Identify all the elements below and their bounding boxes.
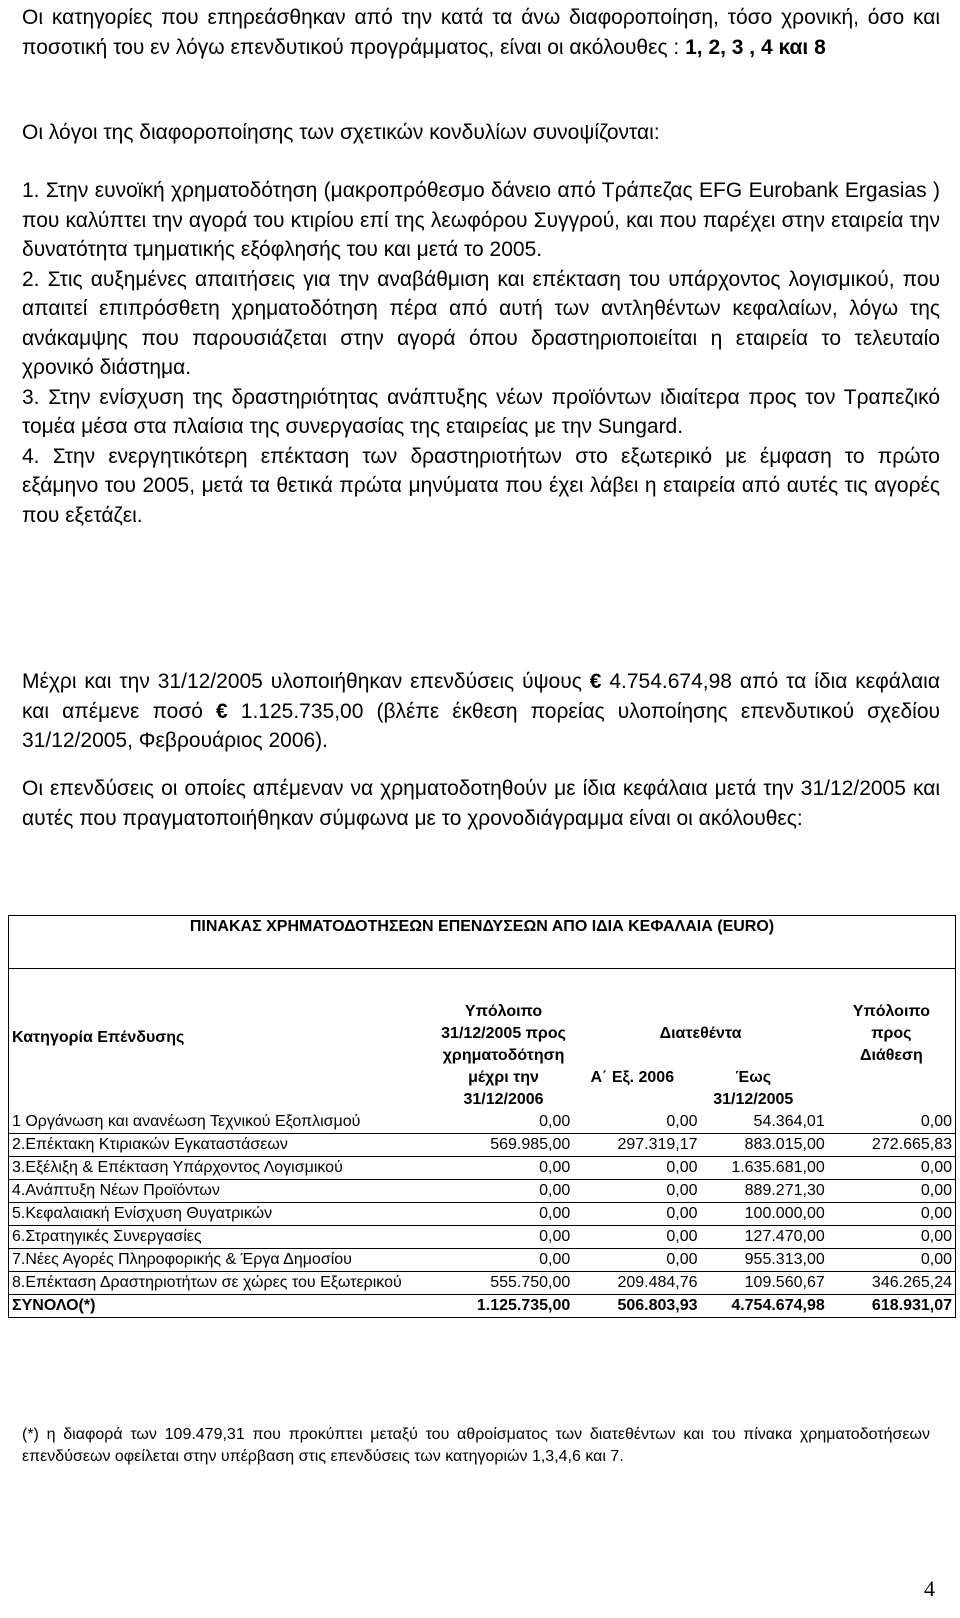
cell-a-ex: 0,00 — [573, 1111, 700, 1134]
cell-remaining: 0,00 — [434, 1249, 574, 1272]
cell-balance: 0,00 — [828, 1249, 956, 1272]
header-line: χρηματοδότηση — [442, 1047, 565, 1064]
cell-total-label: ΣΥΝΟΛΟ(*) — [9, 1295, 434, 1318]
investment-funding-table — [8, 915, 956, 1318]
table-row — [9, 1203, 956, 1226]
paragraph-affected-categories — [22, 3, 940, 62]
list-item: 2. Στις αυξημένες απαιτήσεις για την αναβάθμιση και επέκταση του υπάρχοντος λογισμικού, που απαιτεί επιπρόσθετη χρηματοδότηση πέρα από αυτή των αντληθέντων κεφαλαίων, λόγω της ανάκαμψης που παρουσιάζεται στην αγορά όπου δραστηριοποιείται η εταιρεία το τελευταίο χρονικό διάστημα. — [22, 267, 940, 379]
table-row — [9, 1180, 956, 1203]
cell-until: 100.000,00 — [701, 1203, 828, 1226]
cell-remaining: 569.985,00 — [434, 1134, 574, 1157]
cell-until: 883.015,00 — [701, 1134, 828, 1157]
cell-category: 4.Ανάπτυξη Νέων Προϊόντων — [9, 1180, 434, 1203]
cell-category: 2.Επέκτακη Κτιριακών Εγκαταστάσεων — [9, 1134, 434, 1157]
cell-a-ex: 0,00 — [573, 1180, 700, 1203]
cell-a-ex: 0,00 — [573, 1249, 700, 1272]
cell-until: 109.560,67 — [701, 1272, 828, 1295]
cell-balance: 0,00 — [828, 1226, 956, 1249]
paragraph-investments-realized — [22, 667, 940, 756]
cell-category: 1 Οργάνωση και ανανέωση Τεχνικού Εξοπλισμού — [9, 1111, 434, 1134]
header-line: 31/12/2006 — [463, 1091, 544, 1108]
reasons-list — [22, 176, 940, 530]
table-row — [9, 1226, 956, 1249]
list-item: 1. Στην ευνοϊκή χρηματοδότηση (μακροπρόθεσμο δάνειο από Τράπεζας EFG Eurobank Ergasias ) που καλύπτει την αγορά του κτιρίου επί της λεωφόρου Συγγρού, και που παρέχει στην εταιρεία την δυνατότητα τμηματικής εξόφλησής του και μετά το 2005. — [22, 179, 940, 261]
header-balance — [828, 1001, 956, 1111]
cell-a-ex: 297.319,17 — [573, 1134, 700, 1157]
header-line: 31/12/2005 — [713, 1091, 794, 1108]
table-row — [9, 1111, 956, 1134]
cell-category: 6.Στρατηγικές Συνεργασίες — [9, 1226, 434, 1249]
euro-icon: € — [589, 670, 602, 693]
cell-balance: 272.665,83 — [828, 1134, 956, 1157]
cell-remaining: 0,00 — [434, 1203, 574, 1226]
cell-total-remaining: 1.125.735,00 — [434, 1295, 574, 1318]
cell-a-ex: 209.484,76 — [573, 1272, 700, 1295]
text-segment: (βλέπε έκθεση πορείας υλοποίησης επενδυτικού σχεδίου 31/12/2005, Φεβρουάριος 2006). — [22, 699, 941, 752]
header-available — [573, 1001, 827, 1111]
investment-table-container — [8, 915, 956, 1318]
cell-balance: 0,00 — [828, 1111, 956, 1134]
cell-remaining: 555.750,00 — [434, 1272, 574, 1295]
table-row — [9, 1134, 956, 1157]
header-line: Υπόλοιπο — [464, 1003, 543, 1020]
page-number: 4 — [924, 1576, 935, 1601]
cell-total-balance: 618.931,07 — [828, 1295, 956, 1318]
header-line: Υπόλοιπο — [852, 1003, 930, 1020]
cell-until: 955.313,00 — [701, 1249, 828, 1272]
cell-total-a-ex: 506.803,93 — [573, 1295, 700, 1318]
header-line: 31/12/2005 προς — [441, 1025, 566, 1042]
affected-categories-list: 1, 2, 3 , 4 και 8 — [685, 35, 826, 59]
cell-total-until: 4.754.674,98 — [701, 1295, 828, 1318]
cell-category: 5.Κεφαλαιακή Ενίσχυση Θυγατρικών — [9, 1203, 434, 1226]
cell-a-ex: 0,00 — [573, 1203, 700, 1226]
header-line: μέχρι την — [468, 1069, 539, 1086]
header-until — [691, 1067, 815, 1111]
paragraph-reasons-intro: Οι λόγοι της διαφοροποίησης των σχετικών κονδυλίων συνοψίζονται: — [22, 121, 660, 144]
paragraph-remaining-investments: Οι επενδύσεις οι οποίες απέμεναν να χρηματοδοτηθούν με ίδια κεφάλαια μετά την 31/12/2005 και αυτές που πραγματοποιήθηκαν σύμφωνα με το χρονοδιάγραμμα είναι οι ακόλουθες: — [22, 777, 940, 830]
cell-category: 7.Νέες Αγορές Πληροφορικής & Έργα Δημοσίου — [9, 1249, 434, 1272]
header-category: Κατηγορία Επένδυσης — [9, 1001, 434, 1111]
cell-remaining: 0,00 — [434, 1157, 574, 1180]
header-line: Διάθεση — [859, 1047, 923, 1064]
text-segment: από τα ίδια κεφάλαια και απέμενε ποσό — [22, 670, 940, 723]
table-row — [9, 1272, 956, 1295]
cell-remaining: 0,00 — [434, 1111, 574, 1134]
header-line: Έως — [735, 1069, 772, 1086]
header-a-ex: Α΄ Εξ. 2006 — [590, 1069, 675, 1086]
cell-a-ex: 0,00 — [573, 1157, 700, 1180]
cell-category: 8.Επέκταση Δραστηριοτήτων σε χώρες του Εξωτερικού — [9, 1272, 434, 1295]
cell-balance: 0,00 — [828, 1157, 956, 1180]
table-footnote: (*) η διαφορά των 109.479,31 που προκύπτει μεταξύ του αθροίσματος των διατεθέντων και του πίνακα χρηματοδοτήσεων επενδύσεων οφείλεται στην υπέρβαση στις επενδύσεις των κατηγοριών 1,3,4,6 και 7. — [22, 1426, 930, 1465]
table-title: ΠΙΝΑΚΑΣ ΧΡΗΜΑΤΟΔΟΤΗΣΕΩΝ ΕΠΕΝΔΥΣΕΩΝ ΑΠΟ ΙΔΙΑ ΚΕΦΑΛΑΙΑ (EURO) — [9, 916, 956, 969]
cell-until: 889.271,30 — [701, 1180, 828, 1203]
table-total-row — [9, 1295, 956, 1318]
header-remaining — [434, 1001, 574, 1111]
list-item: 3. Στην ενίσχυση της δραστηριότητας ανάπτυξης νέων προϊόντων ιδιαίτερα προς τον Τραπεζικό τομέα μέσα στα πλαίσια της συνεργασίας της εταιρείας με την Sungard. — [22, 385, 940, 438]
amount-realized: 4.754.674,98 — [609, 670, 732, 693]
cell-until: 1.635.681,00 — [701, 1157, 828, 1180]
cell-remaining: 0,00 — [434, 1180, 574, 1203]
cell-balance: 346.265,24 — [828, 1272, 956, 1295]
list-item: 4. Στην ενεργητικότερη επέκταση των δραστηριοτήτων στο εξωτερικό με έμφαση το πρώτο εξάμηνο του 2005, μετά τα θετικά πρώτα μηνύματα που έχει λάβει η εταιρεία από αυτές τις αγορές που εξετάζει. — [22, 444, 940, 527]
euro-icon: € — [216, 699, 228, 723]
table-row — [9, 1157, 956, 1180]
cell-remaining: 0,00 — [434, 1226, 574, 1249]
text-segment: Μέχρι και την 31/12/2005 υλοποιήθηκαν επενδύσεις ύψους — [22, 670, 590, 693]
cell-balance: 0,00 — [828, 1203, 956, 1226]
table-row — [9, 1249, 956, 1272]
cell-balance: 0,00 — [828, 1180, 956, 1203]
cell-until: 127.470,00 — [701, 1226, 828, 1249]
cell-until: 54.364,01 — [701, 1111, 828, 1134]
amount-remaining: 1.125.735,00 — [240, 699, 364, 723]
cell-category: 3.Εξέλιξη & Επέκταση Υπάρχοντος Λογισμικού — [9, 1157, 434, 1180]
header-line: προς — [871, 1025, 912, 1042]
paragraph-text: Οι κατηγορίες που επηρεάσθηκαν από την κατά τα άνω διαφοροποίηση, τόσο χρονική, όσο και ποσοτική του εν λόγω επενδυτικού προγράμματος, είναι οι ακόλουθες : — [22, 6, 940, 59]
header-available-label: Διατεθέντα — [659, 1025, 742, 1042]
spacer-row — [9, 969, 956, 1002]
cell-a-ex: 0,00 — [573, 1226, 700, 1249]
